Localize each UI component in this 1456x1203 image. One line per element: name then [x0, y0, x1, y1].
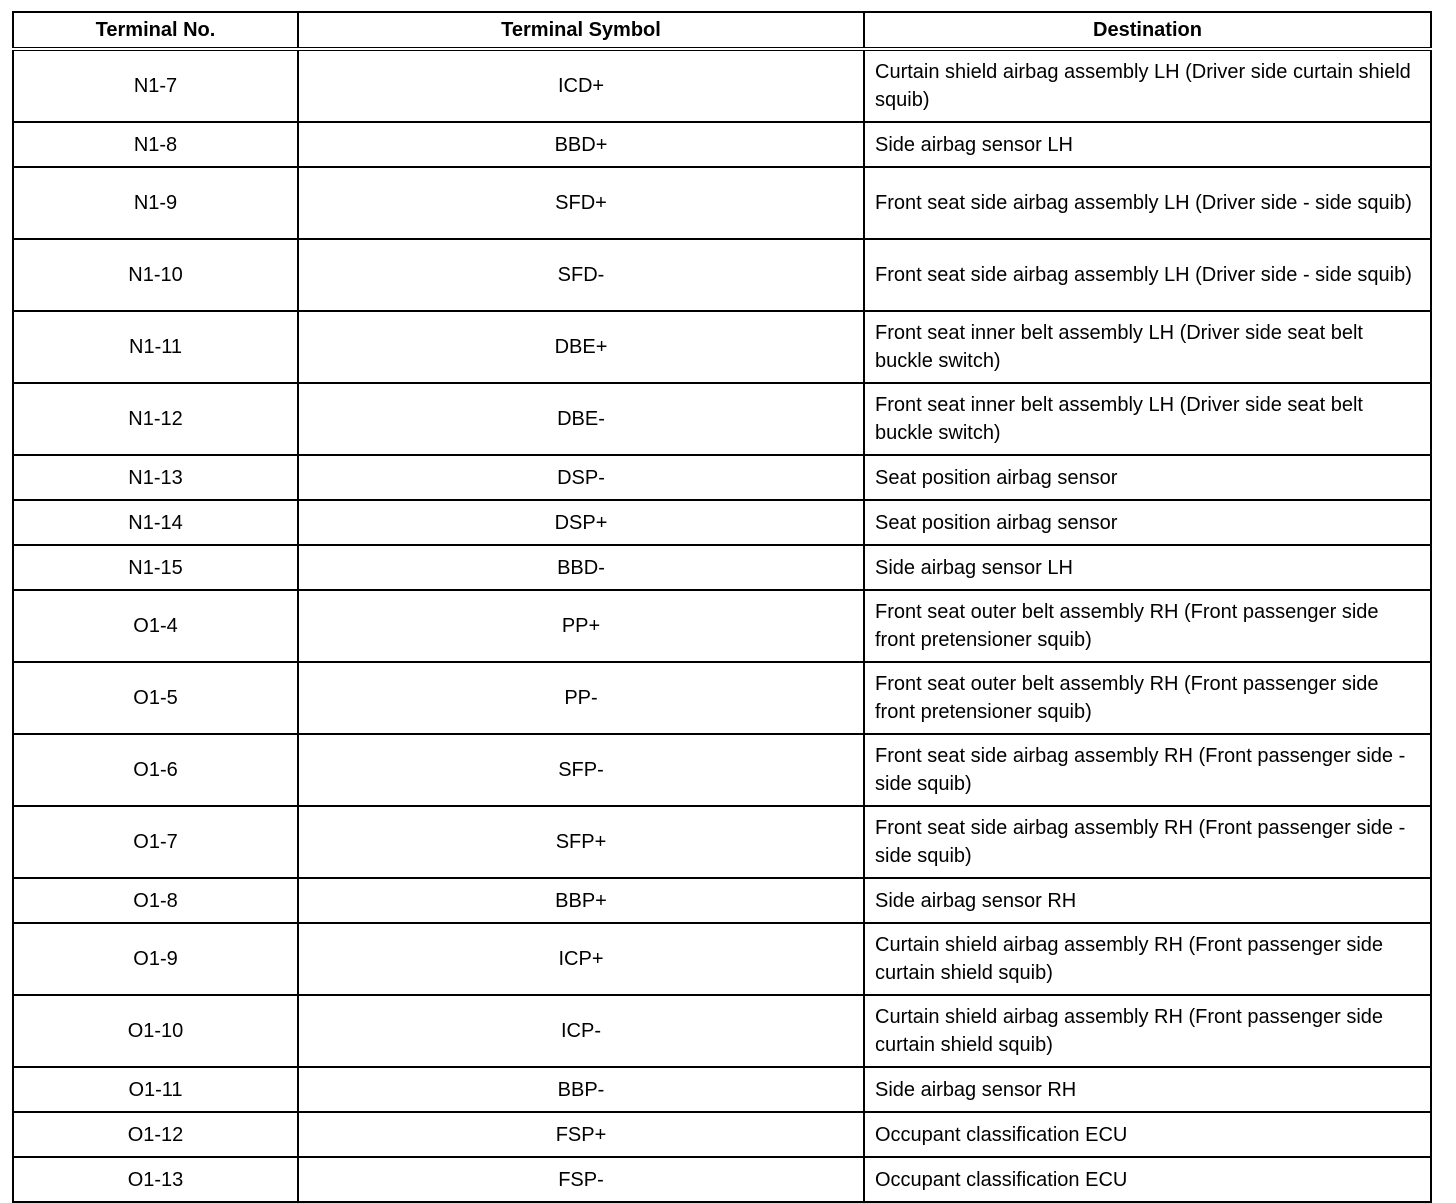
terminal-symbol-cell: BBP+: [298, 878, 864, 923]
terminal-table: [12, 11, 1432, 1203]
terminal-symbol-cell: PP+: [298, 590, 864, 662]
terminal-symbol-cell: SFD+: [298, 167, 864, 239]
destination-cell: Front seat outer belt assembly RH (Front passenger side front pretensioner squib): [864, 662, 1431, 734]
terminal-symbol-cell: DBE-: [298, 383, 864, 455]
terminal-no-cell: O1-4: [13, 590, 298, 662]
terminal-no-cell: O1-13: [13, 1157, 298, 1202]
table-row: [13, 122, 1431, 167]
destination-cell: Front seat side airbag assembly RH (Front passenger side - side squib): [864, 806, 1431, 878]
table-row: [13, 878, 1431, 923]
table-row: [13, 500, 1431, 545]
terminal-symbol-cell: ICD+: [298, 49, 864, 122]
terminal-symbol-cell: BBD+: [298, 122, 864, 167]
terminal-no-cell: O1-8: [13, 878, 298, 923]
destination-cell: Side airbag sensor LH: [864, 545, 1431, 590]
table-row: [13, 1112, 1431, 1157]
terminal-no-cell: N1-13: [13, 455, 298, 500]
terminal-no-cell: N1-14: [13, 500, 298, 545]
table-row: [13, 1157, 1431, 1202]
terminal-no-cell: N1-12: [13, 383, 298, 455]
destination-cell: Front seat side airbag assembly LH (Driver side - side squib): [864, 239, 1431, 311]
destination-cell: Curtain shield airbag assembly RH (Front passenger side curtain shield squib): [864, 995, 1431, 1067]
terminal-symbol-cell: SFP+: [298, 806, 864, 878]
terminal-symbol-cell: DSP+: [298, 500, 864, 545]
destination-cell: Front seat inner belt assembly LH (Driver side seat belt buckle switch): [864, 311, 1431, 383]
terminal-symbol-cell: ICP+: [298, 923, 864, 995]
terminal-no-cell: N1-10: [13, 239, 298, 311]
terminal-no-cell: O1-11: [13, 1067, 298, 1112]
terminal-symbol-cell: DSP-: [298, 455, 864, 500]
terminal-symbol-cell: SFP-: [298, 734, 864, 806]
table-row: [13, 923, 1431, 995]
terminal-no-cell: N1-8: [13, 122, 298, 167]
table-row: [13, 239, 1431, 311]
table-row: [13, 167, 1431, 239]
terminal-symbol-cell: SFD-: [298, 239, 864, 311]
destination-cell: Side airbag sensor RH: [864, 878, 1431, 923]
table-row: [13, 806, 1431, 878]
header-row: [13, 12, 1431, 49]
destination-cell: Seat position airbag sensor: [864, 500, 1431, 545]
terminal-no-cell: O1-10: [13, 995, 298, 1067]
destination-cell: Front seat inner belt assembly LH (Driver side seat belt buckle switch): [864, 383, 1431, 455]
table-row: [13, 311, 1431, 383]
terminal-no-cell: O1-5: [13, 662, 298, 734]
terminal-symbol-cell: ICP-: [298, 995, 864, 1067]
table-row: [13, 49, 1431, 122]
table-row: [13, 1067, 1431, 1112]
terminal-symbol-cell: FSP+: [298, 1112, 864, 1157]
destination-cell: Occupant classification ECU: [864, 1157, 1431, 1202]
table-row: [13, 995, 1431, 1067]
terminal-no-cell: N1-15: [13, 545, 298, 590]
terminal-no-cell: O1-6: [13, 734, 298, 806]
table-row: [13, 590, 1431, 662]
destination-cell: Front seat outer belt assembly RH (Front passenger side front pretensioner squib): [864, 590, 1431, 662]
terminal-no-cell: O1-7: [13, 806, 298, 878]
destination-cell: Side airbag sensor RH: [864, 1067, 1431, 1112]
terminal-symbol-cell: BBP-: [298, 1067, 864, 1112]
terminal-symbol-cell: BBD-: [298, 545, 864, 590]
destination-cell: Seat position airbag sensor: [864, 455, 1431, 500]
table-row: [13, 662, 1431, 734]
table-row: [13, 545, 1431, 590]
destination-cell: Side airbag sensor LH: [864, 122, 1431, 167]
terminal-symbol-cell: PP-: [298, 662, 864, 734]
table-row: [13, 734, 1431, 806]
terminal-no-cell: N1-9: [13, 167, 298, 239]
table-row: [13, 455, 1431, 500]
table-row: [13, 383, 1431, 455]
destination-cell: Occupant classification ECU: [864, 1112, 1431, 1157]
terminal-symbol-cell: DBE+: [298, 311, 864, 383]
terminal-symbol-cell: FSP-: [298, 1157, 864, 1202]
destination-cell: Front seat side airbag assembly LH (Driver side - side squib): [864, 167, 1431, 239]
header-terminal-no: Terminal No.: [13, 12, 298, 49]
header-terminal-symbol: Terminal Symbol: [298, 12, 864, 49]
terminal-no-cell: N1-11: [13, 311, 298, 383]
terminal-no-cell: N1-7: [13, 49, 298, 122]
destination-cell: Curtain shield airbag assembly LH (Driver side curtain shield squib): [864, 49, 1431, 122]
destination-cell: Curtain shield airbag assembly RH (Front passenger side curtain shield squib): [864, 923, 1431, 995]
destination-cell: Front seat side airbag assembly RH (Front passenger side - side squib): [864, 734, 1431, 806]
terminal-no-cell: O1-9: [13, 923, 298, 995]
header-destination: Destination: [864, 12, 1431, 49]
terminal-no-cell: O1-12: [13, 1112, 298, 1157]
